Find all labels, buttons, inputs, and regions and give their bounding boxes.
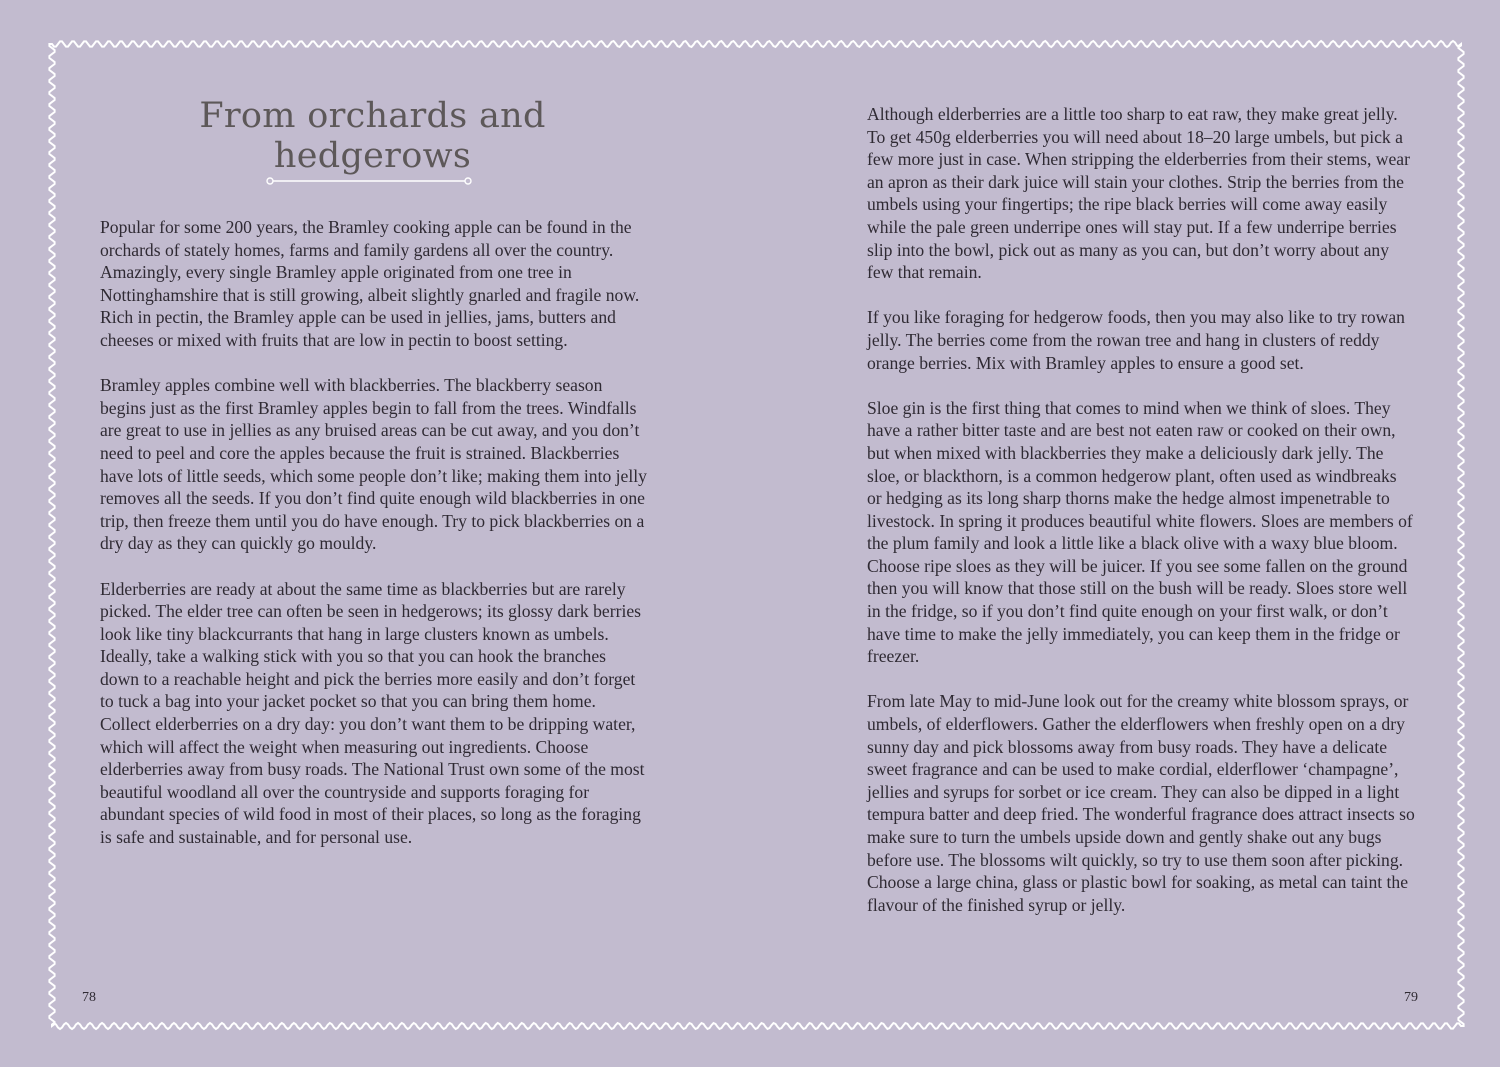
paragraph-elderberry-jelly: Although elderberries are a little too sharp to eat raw, they make great jelly. To get 450g elderberries you will need about 18–20 large umbels, but pick a few more just in case. When stripping the elderberries from their stems, wear an apron as their dark juice will stain your clothes. Strip the berries from the umbels using your fingertips; the ripe black berries will come away easily while the pale green underripe ones will stay put. If a few underripe berries slip into the bowl, pick out as many as you can, but don’t worry about any few that remain. [867,104,1410,283]
page-number-left: 78 [82,990,96,1005]
right-page-body [867,103,1415,939]
page-title: From orchards and hedgerows [199,96,546,176]
paragraph-elderberries: Elderberries are ready at about the same time as blackberries but are rarely picked. The elder tree can often be seen in hedgerows; its glossy dark berries look like tiny blackcurrants that hang in large clusters known as umbels. Ideally, take a walking stick with you so that you can hook the branches down to a reachable height and pick the berries more easily and don’t forget to tuck a bag into your jacket pocket so that you can bring them home. Collect elderberries on a dry day: you don’t want them to be dripping water, which will affect the weight when measuring out ingredients. Choose elderberries away from busy roads. The National Trust own some of the most beautiful woodland all over the countryside and supports foraging for abundant species of wild food in most of their places, so long as the foraging is safe and sustainable, and for personal use. [100,578,645,848]
title-divider [264,174,474,188]
paragraph-bramley: Popular for some 200 years, the Bramley cooking apple can be found in the orchards of stately homes, farms and family gardens all over the country. Amazingly, every single Bramley apple originated from one tree in Nottinghamshire that is still growing, albeit slightly gnarled and fragile now. Rich in pectin, the Bramley apple can be used in jellies, jams, butters and cheeses or mixed with fruits that are low in pectin to boost setting. [100,217,640,350]
page-number-right: 79 [1404,990,1418,1005]
left-page-body [100,216,648,871]
paragraph-rowan: If you like foraging for hedgerow foods, then you may also like to try rowan jelly. The berries come from the rowan tree and hang in clusters of reddy orange berries. Mix with Bramley apples to ensure a good set. [867,307,1405,373]
paragraph-elderflowers: From late May to mid-June look out for the creamy white blossom sprays, or umbels, of elderflowers. Gather the elderflowers when freshly open on a dry sunny day and pick blossoms away from busy roads. They have a delicate sweet fragrance and can be used to make cordial, elderflower ‘champagne’, jellies and syrups for sorbet or ice cream. They can also be dipped in a light tempura batter and deep fried. The wonderful fragrance does attract insects so make sure to turn the umbels upside down and gently shake out any bugs before use. The blossoms wilt quickly, so try to use them soon after picking. Choose a large china, glass or plastic bowl for soaking, as metal can taint the flavour of the finished syrup or jelly. [867,691,1415,915]
paragraph-sloes: Sloe gin is the first thing that comes to mind when we think of sloes. They have a rather bitter taste and are best not eaten raw or cooked on their own, but when mixed with blackberries they make a deliciously dark jelly. The sloe, or blackthorn, is a common hedgerow plant, often used as windbreaks or hedging as its long sharp thorns make the hedge almost impenetrable to livestock. In spring it produces beautiful white flowers. Sloes are members of the plum family and look a little like a black olive with a waxy blue bloom. Choose ripe sloes as they will be juicer. If you see some fallen on the ground then you will know that those still on the bush will be ready. Sloes store well in the fridge, so if you don’t find quite enough on your first walk, or don’t have time to make the jelly immediately, you can keep them in the fridge or freezer. [867,397,1413,667]
paragraph-blackberries: Bramley apples combine well with blackberries. The blackberry season begins just as the first Bramley apples begin to fall from the trees. Windfalls are great to use in jellies as any bruised areas can be cut away, and you don’t need to peel and core the apples because the fruit is strained. Blackberries have lots of little seeds, which some people don’t like; making them into jelly removes all the seeds. If you don’t find quite enough wild blackberries in one trip, then freeze them until you do have enough. Try to pick blackberries on a dry day as they can quickly go mouldy. [100,375,647,554]
